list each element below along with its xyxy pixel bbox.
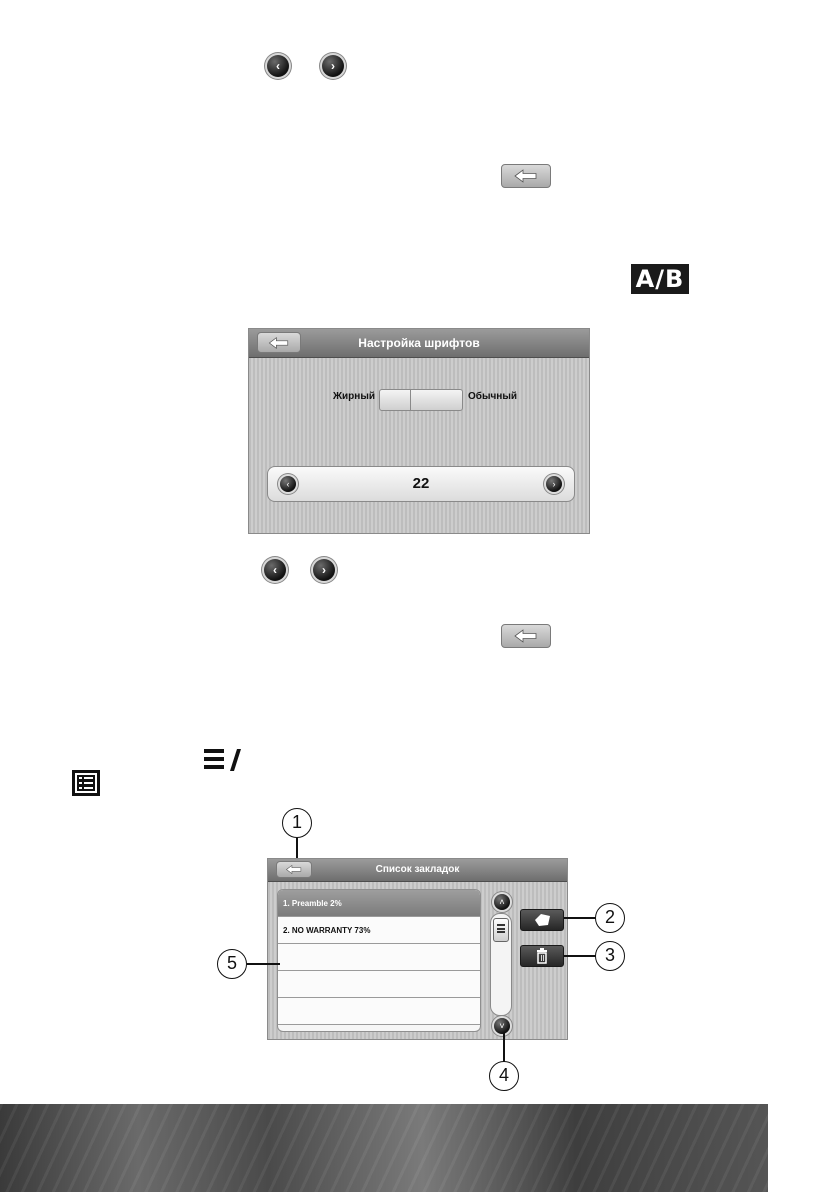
font-size-selector — [267, 466, 575, 502]
list-item[interactable] — [278, 998, 480, 1025]
callout-2: 2 — [595, 903, 625, 933]
toggle-divider — [410, 390, 411, 410]
back-arrow-icon — [513, 628, 539, 644]
font-settings-screen — [248, 328, 590, 534]
regular-label: Обычный — [468, 391, 518, 402]
callout-3-line — [564, 955, 597, 957]
scroll-down-button[interactable]: ˅ — [494, 1018, 510, 1034]
bookmark-list-glyph — [203, 747, 241, 773]
callout-4-line — [503, 1033, 505, 1063]
back-button[interactable] — [501, 164, 551, 188]
chevron-right-icon[interactable]: › — [322, 55, 344, 77]
bookmark-list-icon[interactable] — [203, 747, 241, 773]
increase-size-button[interactable]: › — [546, 476, 562, 492]
screen-title: Настройка шрифтов — [358, 336, 480, 350]
bold-label: Жирный — [333, 391, 376, 402]
chevron-left-icon[interactable]: ‹ — [264, 559, 286, 581]
add-bookmark-button[interactable] — [520, 909, 564, 931]
callout-1: 1 — [282, 808, 312, 838]
screen-title: Список закладок — [375, 864, 460, 875]
callout-5: 5 — [217, 949, 247, 979]
back-arrow-icon — [513, 168, 539, 184]
bookmark-tag-icon — [521, 910, 563, 930]
title-bar — [249, 329, 589, 358]
font-style-toggle[interactable] — [379, 389, 463, 411]
callout-5-line — [247, 963, 280, 965]
chevron-right-icon[interactable]: › — [313, 559, 335, 581]
scrollbar-thumb[interactable] — [493, 918, 509, 942]
list-item[interactable]: 1. Preamble 2% — [278, 890, 480, 917]
back-button[interactable] — [257, 332, 301, 353]
scroll-up-button[interactable]: ˄ — [494, 894, 510, 910]
font-toggle-icon[interactable]: A/B — [631, 264, 689, 294]
chevron-left-icon[interactable]: ‹ — [267, 55, 289, 77]
trash-icon — [521, 946, 563, 966]
back-button[interactable] — [501, 624, 551, 648]
back-button[interactable] — [276, 861, 312, 878]
scrollbar-track[interactable] — [490, 913, 512, 1016]
list-item[interactable]: 2. NO WARRANTY 73% — [278, 917, 480, 944]
list-item[interactable] — [278, 944, 480, 971]
callout-3: 3 — [595, 941, 625, 971]
delete-bookmark-button[interactable] — [520, 945, 564, 967]
list-view-glyph — [72, 770, 100, 796]
list-view-icon[interactable] — [72, 770, 100, 796]
font-size-value: 22 — [412, 475, 430, 492]
back-arrow-icon — [284, 864, 304, 875]
footer-decoration — [0, 1104, 768, 1192]
callout-4: 4 — [489, 1061, 519, 1091]
callout-2-line — [564, 917, 597, 919]
bookmark-list — [277, 889, 481, 1032]
list-item[interactable] — [278, 971, 480, 998]
title-bar — [268, 859, 567, 882]
back-arrow-icon — [267, 336, 291, 350]
bookmark-list-screen — [267, 858, 568, 1040]
decrease-size-button[interactable]: ‹ — [280, 476, 296, 492]
